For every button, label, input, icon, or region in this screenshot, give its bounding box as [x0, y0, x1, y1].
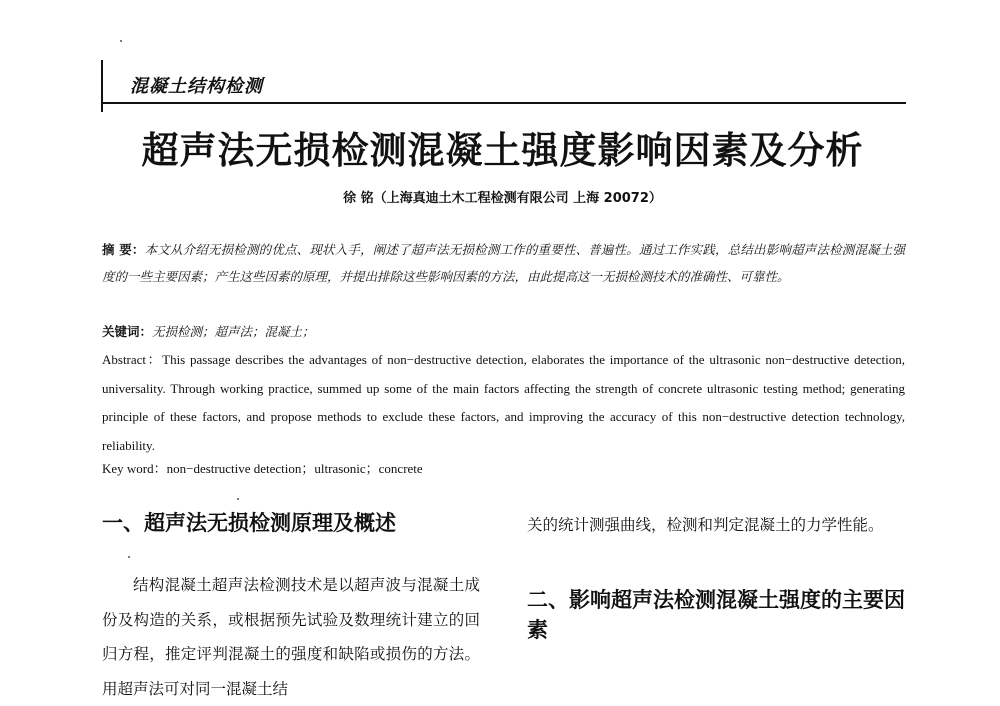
header-rule	[101, 102, 906, 104]
keywords-en: Key word：non−destructive detection；ultrasonic；concrete	[102, 461, 423, 476]
section1-body: 结构混凝土超声法检测技术是以超声波与混凝土成份及构造的关系，或根据预先试验及数理统计建立的回归方程，推定评判混凝土的强度和缺陷或损伤的方法。用超声法可对同一混凝土结	[102, 576, 480, 698]
keywords-cn	[102, 319, 905, 345]
section2-heading: 二、影响超声法检测混凝土强度的主要因素	[527, 587, 905, 642]
keywords-cn-text: 无损检测；超声法；混凝土；	[152, 324, 315, 339]
scan-speck	[237, 498, 239, 500]
section1-heading: 一、超声法无损检测原理及概述	[102, 511, 396, 535]
scan-speck	[120, 40, 122, 42]
abstract-cn-text: 本文从介绍无损检测的优点、现状入手，阐述了超声法无损检测工作的重要性、普遍性。通过工作实践，总结出影响超声法检测混凝土强度的一些主要因素；产生这些因素的原理，并提出排除这些影响因素的方法，由此提高这一无损检测技术的准确性、可靠性。	[102, 242, 905, 284]
header-vertical-bar	[101, 60, 103, 112]
article-title: 超声法无损检测混凝土强度影响因素及分析	[141, 129, 864, 172]
author-line: 徐 铭（上海真迪土木工程检测有限公司 上海 20072）	[343, 191, 662, 206]
scan-speck	[128, 556, 130, 558]
continued-paragraph: 关的统计测强曲线，检测和判定混凝土的力学性能。	[527, 516, 884, 534]
abstract-cn-label: 摘 要：	[102, 242, 145, 257]
abstract-cn	[102, 237, 905, 290]
section-tag: 混凝土结构检测	[130, 76, 263, 97]
left-column	[102, 508, 480, 706]
keywords-cn-label: 关键词：	[102, 324, 153, 339]
right-column	[527, 508, 905, 645]
abstract-en: Abstract：This passage describes the advantages of non−destructive detection, elaborates the importance of the ultrasonic non−destructive detection, universality. Through working practice, summed up some of the main factors affecting the strength of concrete ultrasonic testing method; generating principle of these factors, and propose methods to exclude these factors, and improving the accuracy of this non−destructive detection technology, reliability.	[102, 352, 905, 453]
